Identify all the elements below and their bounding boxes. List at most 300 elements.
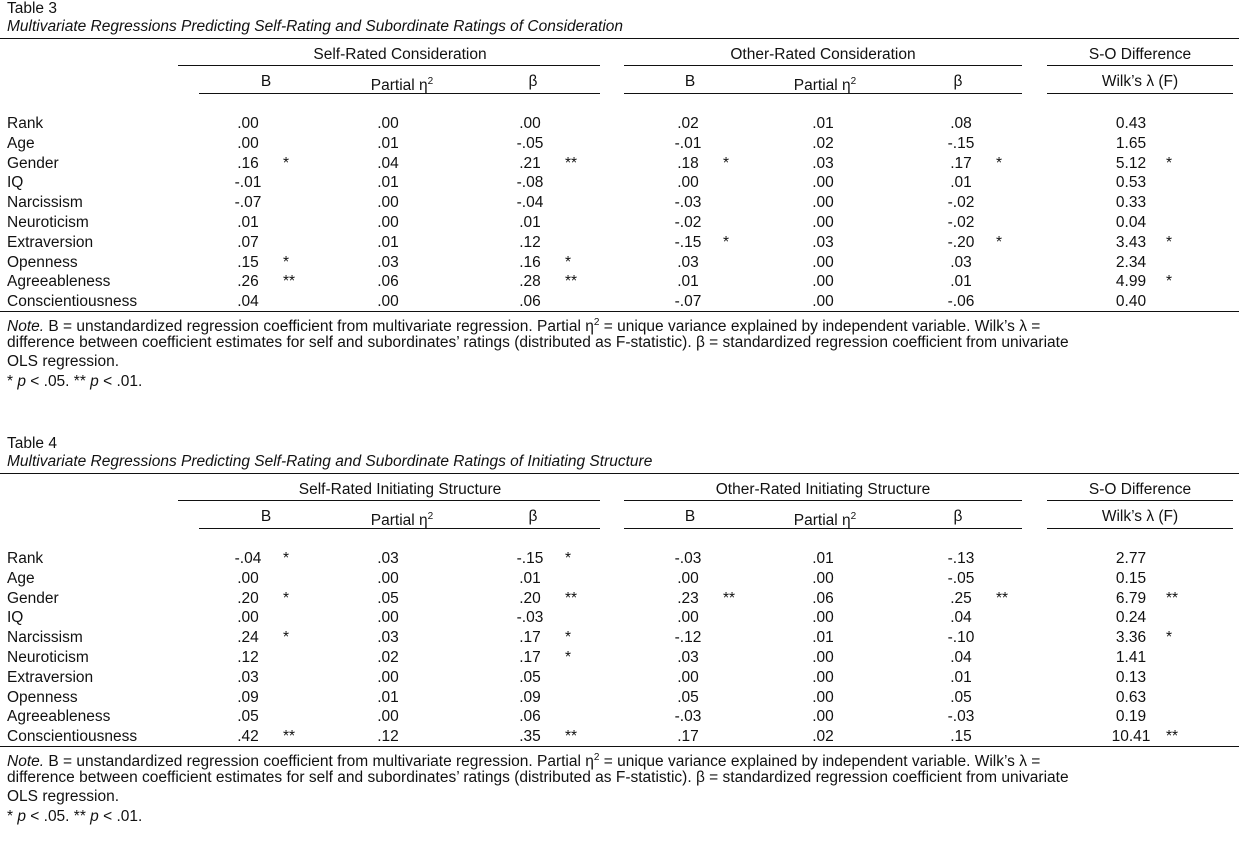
- table-cell: [653, 194, 723, 212]
- cell-value: .02: [812, 134, 834, 152]
- cell-value: -.15: [947, 134, 975, 152]
- cell-value: .01: [812, 550, 834, 567]
- group-header: Other-Rated Initiating Structure: [715, 481, 931, 498]
- cell-value: 1.41: [1115, 649, 1147, 666]
- table-cell: [495, 293, 565, 311]
- table-cell: [353, 293, 423, 311]
- cell-value: .00: [812, 609, 834, 627]
- significance-stars: **: [565, 154, 578, 172]
- table-cell: [1096, 589, 1179, 608]
- table-cell: [926, 293, 996, 311]
- note-line-1: [7, 314, 1040, 336]
- table-cell: [926, 550, 996, 568]
- table-cell: [653, 570, 723, 588]
- cell-value: .03: [677, 649, 699, 666]
- cell-value: .01: [950, 668, 972, 686]
- column-header-rule: [624, 93, 1022, 94]
- significance-stars: **: [283, 273, 296, 291]
- row-label: Neuroticism: [7, 214, 89, 231]
- cell-value: .00: [812, 273, 834, 291]
- table-cell: [653, 214, 723, 232]
- table-cell: [926, 708, 996, 726]
- table-cell: [213, 570, 283, 588]
- significance-stars: **: [996, 589, 1009, 607]
- table-title: Multivariate Regressions Predicting Self-Rating and Subordinate Ratings of Initiating Structure: [7, 453, 653, 470]
- table-cell: [1096, 194, 1166, 212]
- sig-p: p: [17, 808, 26, 825]
- row-label: Narcissism: [7, 194, 83, 212]
- table-cell: [1096, 273, 1173, 291]
- column-header-text: β: [528, 508, 538, 525]
- cell-value: .18: [677, 154, 699, 172]
- column-header: [371, 508, 433, 530]
- note-label: Note.: [7, 318, 45, 336]
- cell-value: -.07: [674, 293, 702, 311]
- bottom-rule: [0, 746, 1239, 747]
- table-cell: [926, 629, 996, 647]
- cell-value: .35: [519, 728, 541, 746]
- note-line-2: difference between coefficient estimates for self and subordinates’ ratings (distributed as F-statistic). β = standardized regression coefficient from univariate: [7, 334, 1069, 351]
- table-cell: [926, 174, 996, 192]
- table-cell: [653, 115, 723, 133]
- table-cell: [353, 115, 423, 133]
- cell-value: 0.40: [1115, 293, 1147, 311]
- table-cell: [1096, 214, 1166, 232]
- column-header: [529, 508, 538, 526]
- cell-value: .20: [519, 589, 541, 607]
- bottom-rule: [0, 311, 1239, 312]
- significance-stars: *: [1166, 233, 1173, 251]
- table-cell: [926, 254, 996, 272]
- significance-stars: *: [283, 589, 290, 607]
- group-rule: [178, 500, 600, 501]
- cell-value: .00: [812, 649, 834, 666]
- note-line-3: OLS regression.: [7, 788, 119, 805]
- group-header: Self-Rated Initiating Structure: [298, 481, 502, 498]
- cell-value: .00: [677, 569, 699, 587]
- cell-value: .05: [677, 688, 699, 706]
- significance-note: [7, 373, 142, 391]
- table-cell: [353, 590, 423, 608]
- cell-value: .04: [377, 154, 399, 172]
- cell-value: -.01: [234, 174, 262, 192]
- table-cell: [353, 689, 423, 707]
- table-cell: [1096, 708, 1166, 726]
- cell-value: .00: [677, 609, 699, 627]
- table-cell: [213, 669, 283, 687]
- group-header: Other-Rated Consideration: [730, 46, 916, 63]
- cell-value: .06: [519, 708, 541, 726]
- table-cell: [353, 174, 423, 192]
- cell-value: .06: [519, 293, 541, 311]
- cell-value: .05: [237, 708, 259, 726]
- table-title: Multivariate Regressions Predicting Self-Rating and Subordinate Ratings of Consideration: [7, 18, 624, 35]
- column-header-rule: [624, 528, 1022, 529]
- column-header: [371, 73, 433, 95]
- table-cell: [1096, 689, 1166, 707]
- table-cell: [788, 135, 858, 153]
- column-header-text: Partial η: [370, 77, 428, 95]
- table-cell: [788, 155, 858, 173]
- note-line-3: OLS regression.: [7, 353, 119, 370]
- cell-value: .16: [519, 253, 541, 271]
- column-header-text: Wilk’s λ (F): [1101, 73, 1179, 90]
- cell-value: -.20: [947, 233, 975, 251]
- table-cell: [495, 174, 565, 192]
- cell-value: .03: [677, 253, 699, 271]
- table-cell: [495, 135, 565, 153]
- table-cell: [353, 708, 423, 726]
- table-cell: [495, 708, 565, 726]
- table-cell: [788, 649, 858, 667]
- note-text: B = unstandardized regression coefficient from multivariate regression. Partial η: [44, 753, 594, 771]
- cell-value: .03: [237, 668, 259, 686]
- superscript-2: 2: [850, 76, 857, 87]
- sig-p: p: [90, 808, 99, 825]
- table-cell: [1096, 649, 1166, 667]
- table-cell: [213, 293, 283, 311]
- significance-stars: *: [996, 154, 1003, 172]
- cell-value: -.13: [947, 550, 975, 567]
- column-header: [954, 508, 963, 526]
- table-cell: [653, 669, 723, 687]
- cell-value: .12: [377, 728, 399, 746]
- table-cell: [788, 609, 858, 627]
- table-cell: [926, 689, 996, 707]
- column-header: [529, 73, 538, 91]
- cell-value: -.15: [674, 233, 702, 251]
- cell-value: .15: [237, 253, 259, 271]
- table-cell: [653, 708, 723, 726]
- table-cell: [213, 154, 290, 173]
- cell-value: 4.99: [1115, 273, 1147, 291]
- significance-stars: *: [723, 233, 730, 251]
- group-header: Self-Rated Consideration: [313, 46, 487, 63]
- cell-value: 2.34: [1115, 253, 1147, 271]
- cell-value: 10.41: [1111, 728, 1151, 746]
- superscript-2: 2: [850, 511, 857, 522]
- column-header-text: B: [260, 508, 272, 525]
- column-header: [261, 73, 271, 91]
- significance-stars: **: [1166, 728, 1179, 746]
- table-cell: [788, 629, 858, 647]
- cell-value: .12: [519, 233, 541, 251]
- table-cell: [495, 214, 565, 232]
- cell-value: .17: [677, 728, 699, 746]
- cell-value: .01: [519, 214, 541, 231]
- table-cell: [1096, 669, 1166, 687]
- cell-value: .00: [237, 569, 259, 587]
- table-cell: [926, 115, 996, 133]
- table-cell: [653, 689, 723, 707]
- column-header: [954, 73, 963, 91]
- cell-value: .00: [812, 174, 834, 192]
- table-cell: [926, 609, 996, 627]
- cell-value: .03: [377, 253, 399, 271]
- cell-value: .00: [237, 115, 259, 132]
- table-cell: [213, 214, 283, 232]
- cell-value: .01: [237, 214, 259, 231]
- significance-note: [7, 808, 142, 826]
- column-header-text: B: [260, 73, 272, 90]
- cell-value: -.07: [234, 194, 262, 212]
- cell-value: -.08: [516, 174, 544, 192]
- table-cell: [653, 135, 723, 153]
- column-header-rule: [199, 93, 600, 94]
- cell-value: .12: [237, 649, 259, 666]
- cell-value: .00: [377, 214, 399, 231]
- row-label: Rank: [7, 115, 44, 132]
- table-cell: [1096, 629, 1173, 647]
- table-cell: [1096, 570, 1166, 588]
- group-rule: [624, 500, 1022, 501]
- note-text: = unique variance explained by independent variable. Wilk’s λ =: [599, 753, 1041, 771]
- cell-value: .28: [519, 273, 541, 291]
- table-cell: [1096, 135, 1166, 153]
- table-cell: [926, 154, 1003, 173]
- row-label: Extraversion: [7, 233, 94, 251]
- table-cell: [495, 649, 572, 667]
- column-header: [794, 73, 856, 95]
- group-rule: [1047, 500, 1233, 501]
- column-header-text: Partial η: [793, 512, 851, 530]
- group-rule: [624, 65, 1022, 66]
- table-cell: [788, 194, 858, 212]
- column-header-rule: [1047, 528, 1233, 529]
- cell-value: -.05: [947, 569, 975, 587]
- table-cell: [213, 609, 283, 627]
- table-cell: [213, 649, 283, 667]
- row-label: Neuroticism: [7, 649, 89, 666]
- table-cell: [495, 115, 565, 133]
- row-label: Gender: [7, 154, 59, 172]
- table-cell: [353, 728, 423, 746]
- table-cell: [653, 649, 723, 667]
- column-header-text: β: [953, 73, 963, 90]
- cell-value: .17: [519, 649, 541, 666]
- table-cell: [788, 669, 858, 687]
- superscript-2: 2: [427, 76, 434, 87]
- top-rule: [0, 38, 1239, 39]
- table-label: Table 3: [7, 0, 57, 17]
- cell-value: 1.65: [1115, 134, 1147, 152]
- table-cell: [495, 689, 565, 707]
- row-label: Narcissism: [7, 629, 83, 647]
- cell-value: 0.24: [1115, 609, 1147, 627]
- significance-stars: *: [996, 233, 1003, 251]
- superscript-2: 2: [427, 511, 434, 522]
- cell-value: .23: [677, 589, 699, 607]
- cell-value: -.03: [674, 708, 702, 726]
- cell-value: .01: [377, 233, 399, 251]
- table-cell: [926, 233, 1003, 252]
- table-cell: [353, 194, 423, 212]
- cell-value: .00: [677, 174, 699, 192]
- table-cell: [495, 629, 572, 647]
- cell-value: -.15: [516, 550, 544, 567]
- table-cell: [213, 728, 296, 746]
- cell-value: .00: [377, 708, 399, 726]
- table-cell: [926, 589, 1009, 608]
- row-label: Gender: [7, 589, 59, 607]
- note-label: Note.: [7, 753, 45, 771]
- cell-value: .17: [519, 629, 541, 647]
- significance-stars: **: [1166, 589, 1179, 607]
- cell-value: .00: [812, 293, 834, 311]
- table-cell: [353, 273, 423, 291]
- cell-value: -.03: [674, 550, 702, 567]
- table-cell: [213, 115, 283, 133]
- significance-stars: *: [565, 253, 572, 271]
- cell-value: .05: [519, 668, 541, 686]
- significance-stars: **: [723, 589, 736, 607]
- significance-stars: *: [565, 550, 572, 567]
- cell-value: .01: [377, 134, 399, 152]
- table-cell: [788, 708, 858, 726]
- cell-value: 0.04: [1115, 214, 1147, 231]
- column-header: [794, 508, 856, 530]
- table-cell: [653, 589, 736, 608]
- note-line-2: difference between coefficient estimates for self and subordinates’ ratings (distributed as F-statistic). β = standardized regression coefficient from univariate: [7, 769, 1069, 786]
- table-cell: [1096, 728, 1179, 746]
- sig-star: *: [7, 373, 18, 390]
- group-header: S-O Difference: [1088, 481, 1192, 498]
- table-cell: [495, 609, 565, 627]
- cell-value: .03: [812, 154, 834, 172]
- group-rule: [1047, 65, 1233, 66]
- table-cell: [653, 273, 723, 291]
- cell-value: .02: [377, 649, 399, 666]
- group-rule: [178, 65, 600, 66]
- cell-value: .01: [677, 273, 699, 291]
- cell-value: .01: [812, 115, 834, 132]
- row-label: Age: [7, 134, 35, 152]
- cell-value: .01: [950, 174, 972, 192]
- cell-value: .05: [950, 688, 972, 706]
- cell-value: 0.63: [1115, 688, 1147, 706]
- row-label: IQ: [7, 609, 24, 627]
- cell-value: .00: [377, 293, 399, 311]
- table-cell: [353, 234, 423, 252]
- cell-value: .00: [812, 253, 834, 271]
- cell-value: .42: [237, 728, 259, 746]
- cell-value: -.01: [674, 134, 702, 152]
- table-cell: [1096, 233, 1173, 252]
- cell-value: 3.43: [1115, 233, 1147, 251]
- row-label: Conscientiousness: [7, 728, 138, 746]
- cell-value: 0.13: [1115, 668, 1147, 686]
- table-cell: [213, 629, 290, 647]
- table-cell: [788, 254, 858, 272]
- cell-value: .06: [377, 273, 399, 291]
- column-header-text: Partial η: [793, 77, 851, 95]
- table-cell: [495, 234, 565, 252]
- table-cell: [926, 194, 996, 212]
- row-label: Age: [7, 569, 35, 587]
- cell-value: -.03: [674, 194, 702, 212]
- table-cell: [495, 669, 565, 687]
- cell-value: 0.43: [1115, 115, 1147, 132]
- cell-value: -.10: [947, 629, 975, 647]
- table-cell: [353, 550, 423, 568]
- significance-stars: *: [283, 629, 290, 647]
- sig-text: < .01.: [98, 808, 143, 825]
- cell-value: .00: [812, 194, 834, 212]
- significance-stars: *: [283, 253, 290, 271]
- table-cell: [495, 154, 578, 173]
- cell-value: -.03: [516, 609, 544, 627]
- cell-value: .00: [812, 708, 834, 726]
- table-cell: [926, 649, 996, 667]
- table-cell: [788, 115, 858, 133]
- table-cell: [653, 550, 723, 568]
- table-cell: [353, 214, 423, 232]
- table-cell: [788, 234, 858, 252]
- cell-value: .00: [812, 688, 834, 706]
- significance-stars: **: [565, 273, 578, 291]
- cell-value: 0.19: [1115, 708, 1147, 726]
- cell-value: .00: [377, 194, 399, 212]
- column-header: [685, 508, 695, 526]
- table-cell: [213, 550, 290, 568]
- table-cell: [926, 570, 996, 588]
- cell-value: 2.77: [1115, 550, 1147, 567]
- cell-value: .00: [377, 569, 399, 587]
- table-cell: [213, 589, 290, 608]
- table-cell: [653, 609, 723, 627]
- table-cell: [1096, 154, 1173, 173]
- significance-stars: **: [283, 728, 296, 746]
- table-cell: [788, 689, 858, 707]
- cell-value: .06: [812, 589, 834, 607]
- significance-stars: *: [283, 550, 290, 567]
- cell-value: .03: [377, 629, 399, 647]
- table-cell: [1096, 115, 1166, 133]
- cell-value: .03: [950, 253, 972, 271]
- cell-value: .00: [812, 569, 834, 587]
- cell-value: .04: [950, 609, 972, 627]
- table-cell: [353, 629, 423, 647]
- table-cell: [653, 728, 723, 746]
- table-cell: [1096, 293, 1166, 311]
- table-cell: [653, 629, 723, 647]
- row-label: IQ: [7, 174, 24, 192]
- table-cell: [213, 273, 296, 291]
- cell-value: -.12: [674, 629, 702, 647]
- cell-value: 3.36: [1115, 629, 1147, 647]
- table-3-block: [0, 0, 1239, 420]
- cell-value: .04: [950, 649, 972, 666]
- table-cell: [353, 135, 423, 153]
- cell-value: .21: [519, 154, 541, 172]
- table-cell: [788, 550, 858, 568]
- cell-value: .04: [237, 293, 259, 311]
- column-header-text: Partial η: [370, 512, 428, 530]
- table-cell: [495, 570, 565, 588]
- column-header: [261, 508, 271, 526]
- column-header-text: B: [684, 508, 696, 525]
- cell-value: .26: [237, 273, 259, 291]
- cell-value: .15: [950, 728, 972, 746]
- cell-value: -.06: [947, 293, 975, 311]
- column-header-text: B: [684, 73, 696, 90]
- cell-value: .09: [237, 688, 259, 706]
- table-cell: [788, 174, 858, 192]
- sig-text: < .01.: [98, 373, 143, 390]
- table-cell: [213, 708, 283, 726]
- cell-value: .00: [519, 115, 541, 132]
- table-cell: [788, 590, 858, 608]
